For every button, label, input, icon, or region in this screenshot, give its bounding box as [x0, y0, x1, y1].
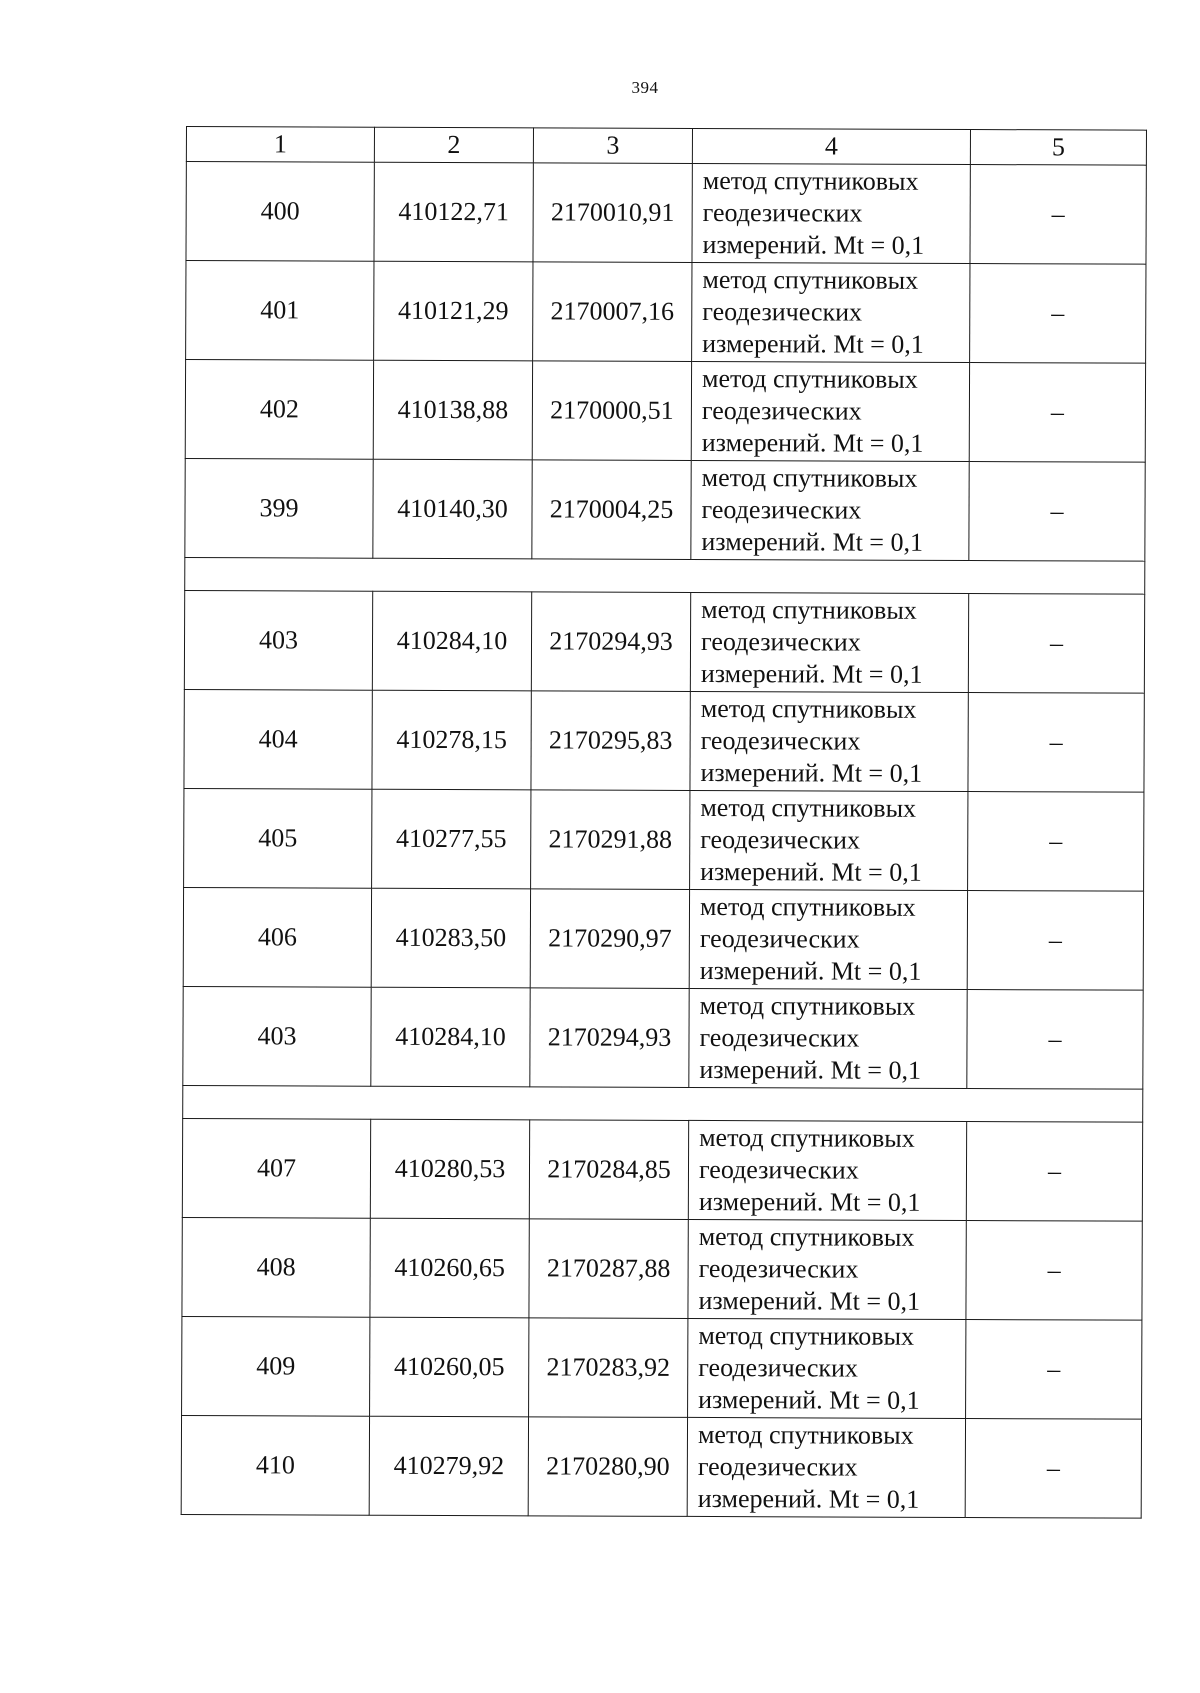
method-cell — [692, 262, 970, 362]
method-line: геодезических — [701, 395, 862, 426]
method-line: метод спутниковых — [699, 891, 916, 922]
method-line: геодезических — [698, 1253, 859, 1284]
method-line: измерений. Mt = 0,1 — [702, 328, 924, 359]
coordinate-y-cell: 2170290,97 — [530, 889, 689, 989]
group-separator-row — [183, 1085, 1143, 1122]
method-line: геодезических — [702, 296, 863, 327]
method-line: измерений. Mt = 0,1 — [698, 1384, 920, 1415]
method-line: измерений. Mt = 0,1 — [700, 757, 923, 788]
point-number-cell: 410 — [181, 1415, 369, 1515]
coordinate-y-cell: 2170280,90 — [528, 1417, 687, 1517]
header-cell-5: 5 — [970, 130, 1146, 166]
note-cell: – — [968, 693, 1144, 793]
method-line: метод спутниковых — [700, 792, 917, 823]
coordinate-y-cell: 2170287,88 — [529, 1219, 688, 1319]
note-cell: – — [970, 264, 1146, 364]
coordinate-y-cell: 2170004,25 — [532, 460, 691, 560]
coordinate-x-cell: 410279,92 — [369, 1416, 528, 1516]
header-cell-2: 2 — [374, 127, 533, 163]
method-line: геодезических — [700, 626, 861, 657]
method-cell — [692, 163, 970, 263]
note-cell: – — [968, 594, 1144, 694]
method-line: измерений. Mt = 0,1 — [701, 427, 924, 458]
point-number-cell: 406 — [183, 887, 371, 987]
table-header-row — [186, 127, 1146, 166]
note-cell: – — [966, 1320, 1142, 1420]
method-line: метод спутниковых — [701, 363, 918, 394]
method-line: геодезических — [702, 197, 863, 228]
note-cell: – — [968, 792, 1144, 892]
note-cell: – — [967, 990, 1143, 1090]
method-line: метод спутниковых — [697, 1419, 914, 1450]
coordinate-y-cell: 2170294,93 — [530, 988, 689, 1088]
method-cell — [691, 460, 969, 560]
header-cell-4: 4 — [692, 128, 970, 164]
header-cell-1: 1 — [186, 127, 374, 163]
method-cell — [688, 1120, 966, 1220]
method-line: метод спутниковых — [701, 462, 918, 493]
method-line: измерений. Mt = 0,1 — [699, 1054, 922, 1085]
coordinate-y-cell: 2170010,91 — [533, 163, 692, 263]
method-line: метод спутниковых — [698, 1221, 915, 1252]
method-line: измерений. Mt = 0,1 — [698, 1285, 921, 1316]
note-cell: – — [969, 363, 1145, 463]
point-number-cell: 400 — [186, 162, 374, 262]
point-number-cell: 403 — [184, 590, 372, 690]
table-row — [183, 986, 1143, 1089]
method-line: измерений. Mt = 0,1 — [700, 856, 922, 887]
table-row — [183, 887, 1143, 990]
method-line: метод спутниковых — [698, 1320, 915, 1351]
coordinate-x-cell: 410284,10 — [372, 591, 531, 691]
method-line: измерений. Mt = 0,1 — [698, 1186, 921, 1217]
table-row — [184, 590, 1144, 693]
coordinate-x-cell: 410283,50 — [371, 888, 530, 988]
coordinate-x-cell: 410278,15 — [372, 690, 531, 790]
table-row — [182, 1217, 1142, 1320]
coordinate-y-cell: 2170007,16 — [533, 262, 692, 362]
method-cell — [688, 1318, 966, 1418]
method-line: измерений. Mt = 0,1 — [697, 1483, 920, 1514]
table-row — [184, 788, 1144, 891]
coordinate-y-cell: 2170284,85 — [529, 1120, 688, 1220]
method-line: геодезических — [700, 725, 861, 756]
point-number-cell: 402 — [185, 360, 373, 460]
method-line: геодезических — [697, 1451, 858, 1482]
method-line: метод спутниковых — [699, 1122, 915, 1153]
coordinate-y-cell: 2170000,51 — [532, 361, 691, 461]
method-cell — [689, 988, 967, 1088]
note-cell: – — [966, 1221, 1142, 1321]
point-number-cell: 405 — [184, 788, 372, 888]
point-number-cell: 407 — [182, 1118, 370, 1218]
table-row — [184, 689, 1144, 792]
table-row — [182, 1316, 1142, 1419]
coordinate-y-cell: 2170283,92 — [529, 1318, 688, 1418]
coordinate-x-cell: 410284,10 — [371, 987, 530, 1087]
method-cell — [688, 1219, 966, 1319]
method-line: измерений. Mt = 0,1 — [702, 229, 925, 260]
method-line: метод спутниковых — [701, 594, 917, 625]
coordinate-x-cell: 410260,05 — [370, 1317, 529, 1417]
note-cell: – — [970, 165, 1146, 265]
method-cell — [690, 691, 968, 791]
point-number-cell: 399 — [185, 458, 373, 558]
coordinate-y-cell: 2170291,88 — [531, 790, 690, 890]
method-cell — [690, 592, 968, 692]
method-line: измерений. Mt = 0,1 — [701, 526, 924, 557]
method-line: геодезических — [699, 1022, 860, 1053]
coordinate-x-cell: 410138,88 — [373, 360, 532, 460]
point-number-cell: 401 — [186, 261, 374, 361]
method-line: геодезических — [700, 824, 861, 855]
note-cell: – — [967, 891, 1143, 991]
coordinate-y-cell: 2170295,83 — [531, 691, 690, 791]
group-separator-cell — [183, 1085, 1143, 1122]
point-number-cell: 404 — [184, 689, 372, 789]
table-row — [186, 261, 1146, 364]
header-cell-3: 3 — [533, 128, 692, 164]
method-cell — [689, 889, 967, 989]
method-cell — [687, 1417, 965, 1517]
method-line: измерений. Mt = 0,1 — [700, 658, 923, 689]
coordinates-table — [181, 126, 1147, 1519]
table-row — [186, 162, 1146, 265]
coordinate-x-cell: 410280,53 — [370, 1119, 529, 1219]
page-number: 394 — [631, 78, 659, 97]
method-line: измерений. Mt = 0,1 — [699, 955, 922, 986]
coordinate-x-cell: 410277,55 — [372, 789, 531, 889]
method-line: геодезических — [699, 923, 860, 954]
table-row — [185, 360, 1145, 463]
method-line: геодезических — [698, 1352, 859, 1383]
table-row — [182, 1118, 1142, 1221]
coordinate-x-cell: 410260,65 — [370, 1218, 529, 1318]
method-line: геодезических — [701, 494, 862, 525]
coordinate-x-cell: 410140,30 — [373, 459, 532, 559]
method-line: метод спутниковых — [702, 264, 919, 295]
point-number-cell: 409 — [182, 1316, 370, 1416]
method-line: метод спутниковых — [700, 693, 917, 724]
method-cell — [690, 790, 968, 890]
point-number-cell: 408 — [182, 1217, 370, 1317]
method-line: метод спутниковых — [699, 990, 916, 1021]
method-line: геодезических — [698, 1154, 859, 1185]
coordinate-y-cell: 2170294,93 — [531, 592, 690, 692]
method-cell — [691, 361, 969, 461]
method-line: метод спутниковых — [702, 165, 919, 196]
table-row — [181, 1415, 1141, 1518]
coordinate-x-cell: 410121,29 — [374, 261, 533, 361]
group-separator-row — [185, 557, 1145, 594]
table-row — [185, 458, 1145, 561]
coordinate-x-cell: 410122,71 — [374, 162, 533, 262]
note-cell: – — [969, 462, 1145, 562]
group-separator-cell — [185, 557, 1145, 594]
note-cell: – — [965, 1419, 1141, 1519]
note-cell: – — [966, 1122, 1142, 1222]
point-number-cell: 403 — [183, 986, 371, 1086]
